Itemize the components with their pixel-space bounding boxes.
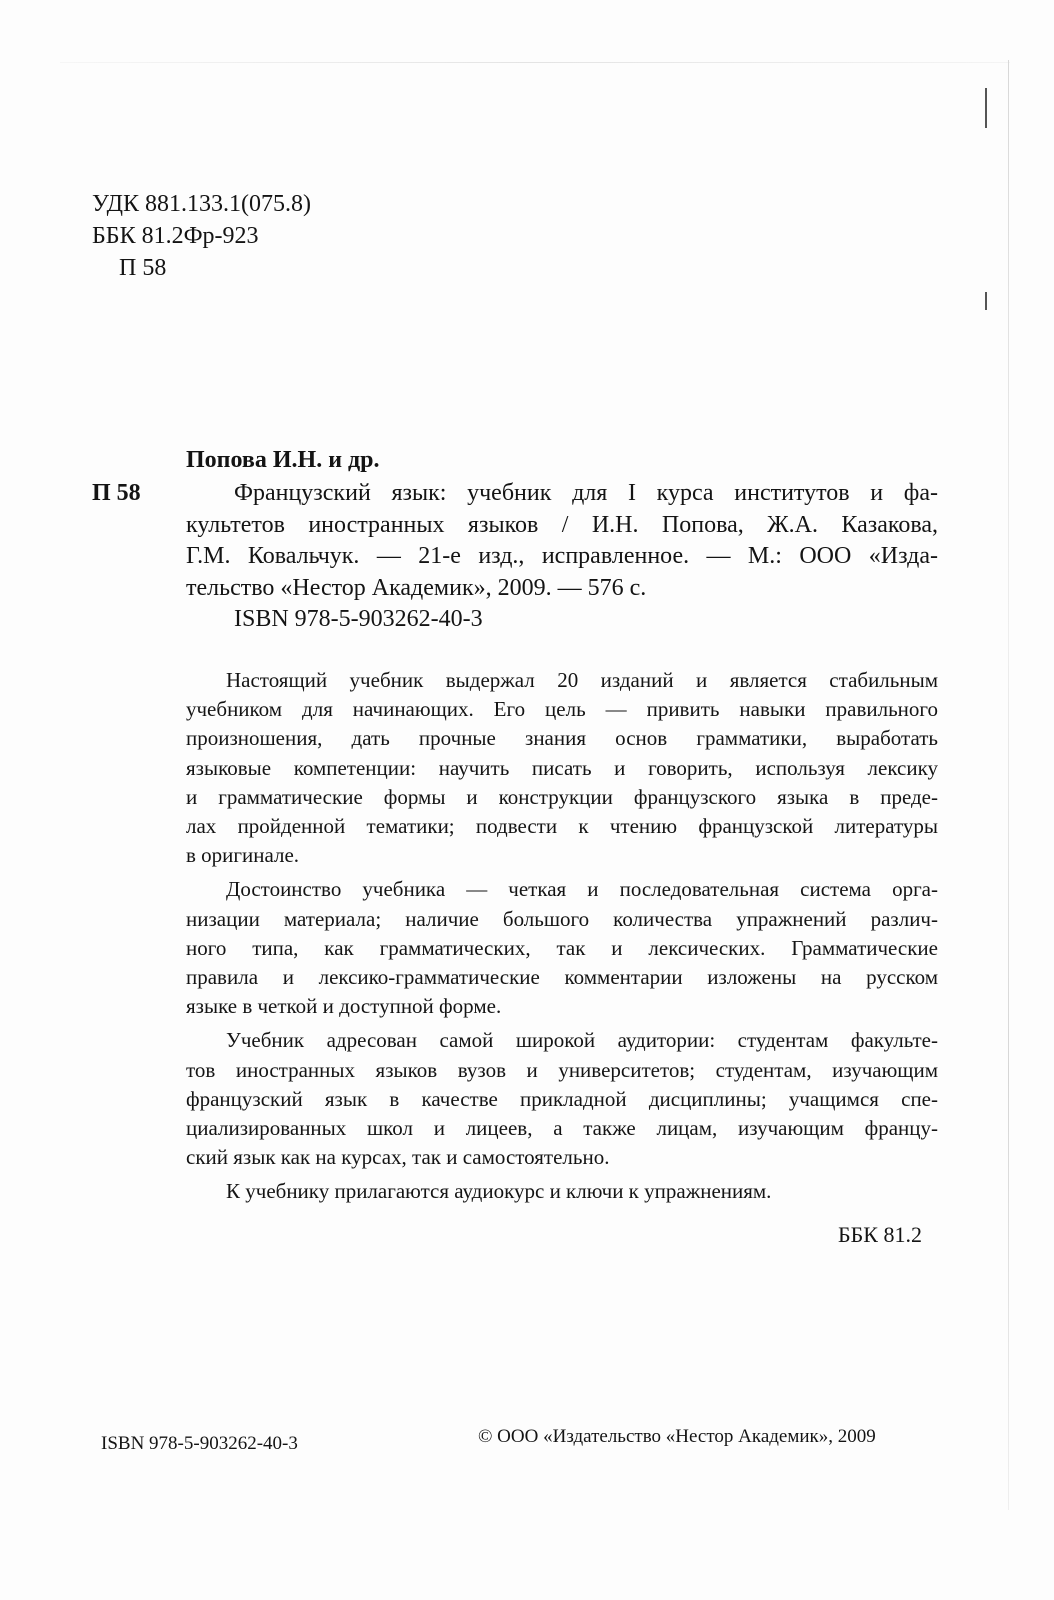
udk-code: УДК 881.133.1(075.8)	[92, 191, 311, 217]
abstract-line: К учебнику прилагаются аудиокурс и ключи к упражнениям.	[226, 1179, 772, 1204]
description-line: культетов иностранных языков / И.Н. Попова, Ж.А. Казакова,	[186, 511, 938, 538]
footer-isbn: ISBN 978-5-903262-40-3	[101, 1433, 298, 1454]
abstract	[186, 666, 938, 1207]
abstract-line: Учебник адресован самой широкой аудитории: студентам факульте-	[226, 1028, 938, 1053]
bbk-code: ББК 81.2Фр-923	[92, 223, 259, 249]
footer-copyright: © ООО «Издательство «Нестор Академик», 2009	[478, 1426, 876, 1447]
isbn: ISBN 978-5-903262-40-3	[234, 606, 483, 632]
abstract-line: Достоинство учебника — четкая и последовательная система орга-	[226, 877, 938, 902]
author-sign-side: П 58	[92, 480, 141, 506]
scan-mark	[985, 88, 987, 128]
abstract-line: в оригинале.	[186, 843, 300, 868]
abstract-line: и грамматические формы и конструкции французского языка в преде-	[186, 784, 938, 809]
abstract-line: низации материала; наличие большого количества упражнений различ-	[186, 906, 938, 931]
description-line: Французский язык: учебник для I курса институтов и фа-	[234, 480, 938, 506]
abstract-line: языковые компетенции: научить писать и говорить, используя лексику	[186, 755, 938, 780]
scan-mark	[985, 292, 987, 310]
abstract-line: произношения, дать прочные знания основ грамматики, выработать	[186, 726, 938, 751]
abstract-line: правила и лексико-грамматические комментарии изложены на русском	[186, 965, 938, 990]
abstract-line: учебником для начинающих. Его цель — привить навыки правильного	[186, 697, 938, 722]
abstract-line: ский язык как на курсах, так и самостоятельно.	[186, 1145, 610, 1170]
abstract-line: Настоящий учебник выдержал 20 изданий и является стабильным	[226, 668, 938, 692]
classification-codes	[92, 188, 311, 284]
abstract-line: тов иностранных языков вузов и университетов; студентам, изучающим	[186, 1057, 938, 1082]
page-edge-right	[1008, 60, 1009, 1510]
bbk-short-code: ББК 81.2	[838, 1222, 922, 1247]
abstract-line: циализированных школ и лицеев, а также лицам, изучающим францу-	[186, 1116, 938, 1141]
page-edge-top	[60, 62, 1010, 63]
abstract-line: языке в четкой и доступной форме.	[186, 994, 502, 1019]
abstract-line: ного типа, как грамматических, так и лексических. Грамматические	[186, 935, 938, 960]
description-line: Г.М. Ковальчук. — 21-е изд., исправленное. — М.: ООО «Изда-	[186, 543, 938, 569]
description-line: тельство «Нестор Академик», 2009. — 576 с.	[186, 574, 647, 601]
bibliographic-description	[186, 478, 938, 604]
author-sign: П 58	[119, 255, 167, 281]
author-heading: Попова И.Н. и др.	[186, 447, 380, 473]
abstract-line: лах пройденной тематики; подвести к чтению французской литературы	[186, 814, 938, 839]
abstract-line: французский язык в качестве прикладной дисциплины; учащимся спе-	[186, 1086, 938, 1111]
